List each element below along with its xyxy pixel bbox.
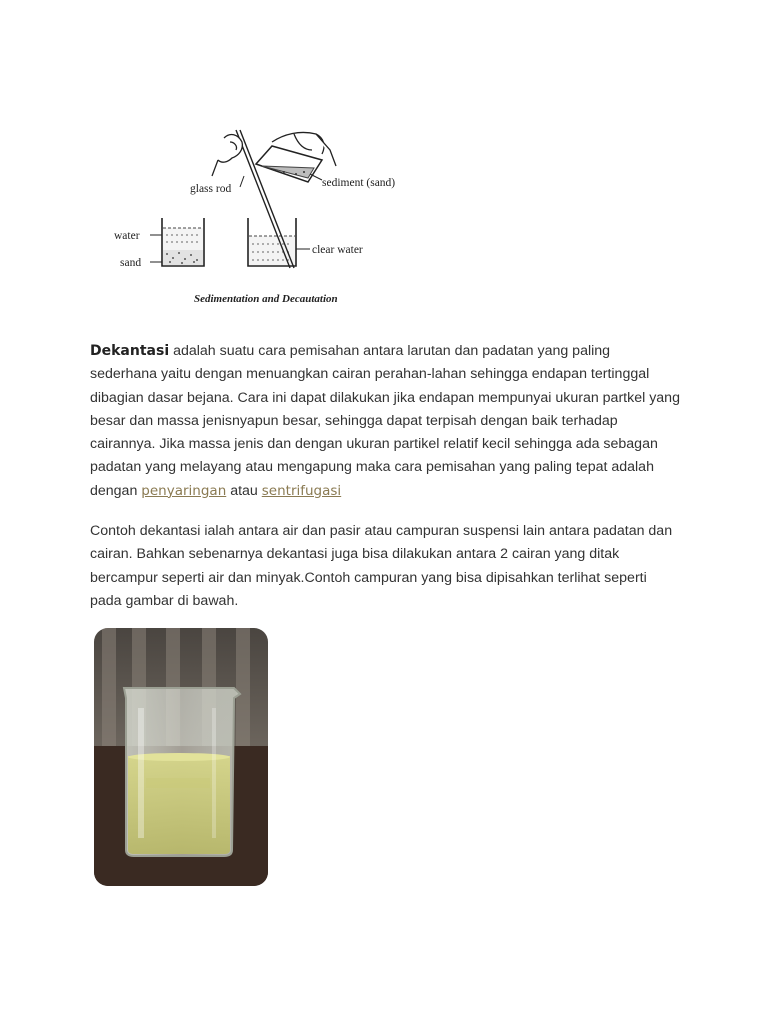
paragraph-dekantasi — [90, 340, 680, 503]
decantation-diagram — [104, 120, 424, 312]
paragraph-1 — [90, 340, 680, 503]
photo-beaker — [124, 688, 240, 856]
link-sentrifugasi[interactable]: sentrifugasi — [261, 482, 342, 499]
label-water: water — [114, 230, 140, 242]
term-dekantasi: Dekantasi — [90, 343, 170, 359]
tilted-beaker-sediment — [262, 166, 314, 178]
left-beaker-water — [163, 228, 203, 250]
label-clear-water: clear water — [312, 244, 363, 256]
link-penyaringan[interactable]: penyaringan — [141, 482, 227, 499]
diagram-caption: Sedimentation and Decautation — [194, 293, 338, 305]
paragraph-2: Contoh dekantasi ialah antara air dan pasir atau campuran suspensi lain antara padatan dan cairan. Bahkan sebenarnya dekantasi juga bisa dilakukan antara 2 cairan yang ditak bercampur seperti air dan minyak.Contoh campuran yang bisa dipisahkan terlihat seperti pada gambar di bawah. — [90, 523, 673, 609]
paragraph-1-text: adalah suatu cara pemisahan antara larutan dan padatan yang paling sederhana yaitu dengan menuangkan cairan perahan-lahan sehingga endapan tertinggal dibagian dasar bejana. Cara ini dapat dilakukan jika endapan mempunyai ukuran partkel yang besar dan massa jenisnyapun besar, sehingga dapat terpisah dengan baik terhadap cairannya. Jika massa jenis dan dengan ukuran partikel relatif kecil sehingga ada sebagan padatan yang melayang atau mengapung maka cara pemisahan yang paling tepat adalah dengan — [90, 343, 680, 499]
label-sand: sand — [120, 257, 142, 269]
left-beaker-sand — [163, 250, 203, 265]
label-glass-rod: glass rod — [190, 183, 232, 195]
beaker-photo — [94, 628, 268, 886]
label-sediment: sediment (sand) — [322, 177, 396, 189]
paragraph-contoh — [90, 520, 680, 613]
paragraph-1-connector: atau — [226, 482, 262, 499]
right-beaker-clear-water — [249, 236, 295, 265]
left-hand — [212, 135, 242, 176]
